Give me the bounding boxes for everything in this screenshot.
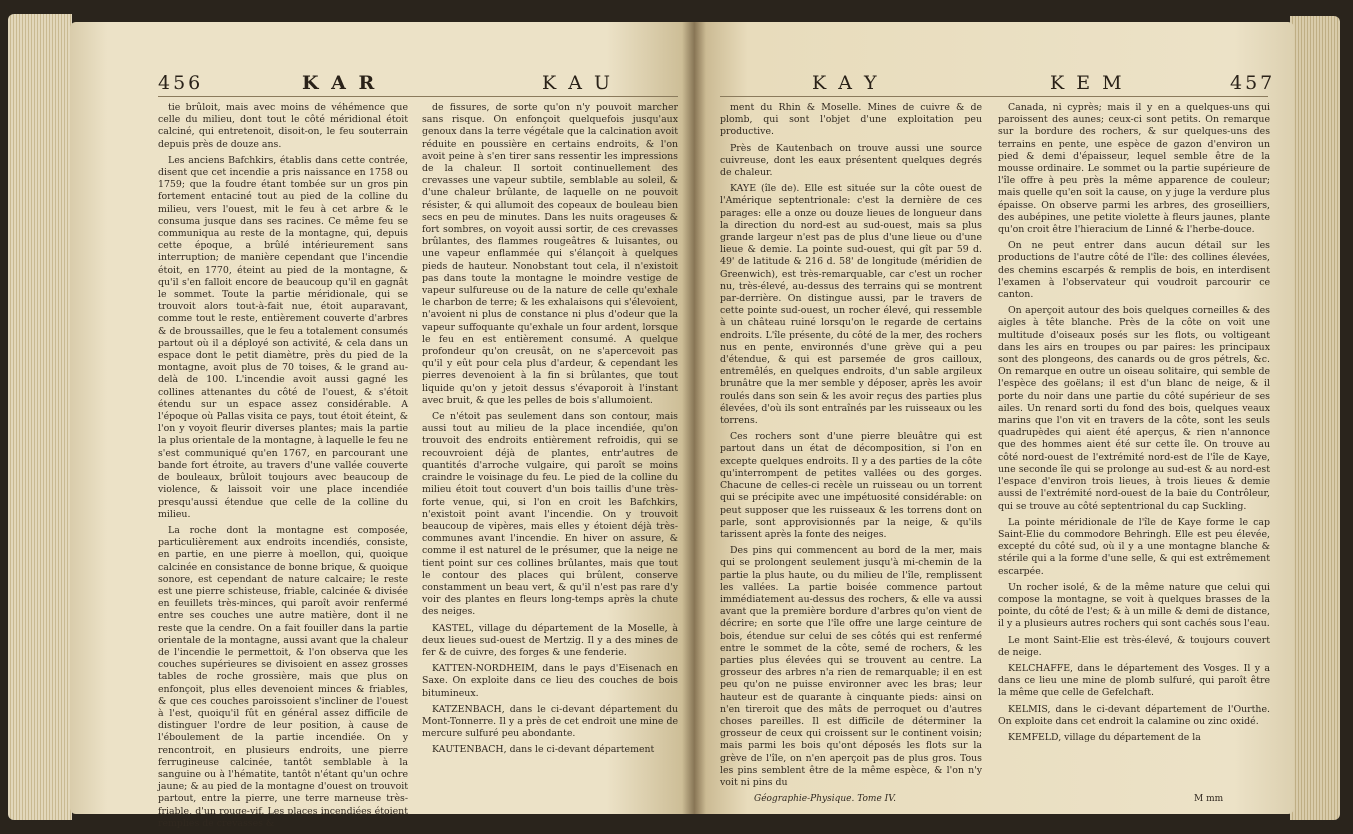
right-page bbox=[694, 22, 1294, 814]
entry-kelmis: KELMIS, dans le ci-devant département de l'Ourthe. On exploite dans cet endroit la calamine ou zinc oxidé. bbox=[998, 703, 1270, 727]
running-head-left-b: K A U bbox=[542, 72, 614, 94]
paragraph: Des pins qui commencent au bord de la mer, mais qui se prolongent seulement jusqu'à mi-chemin de la partie la plus haute, ou du milieu de l'île, remplissent les vallées. La partie boisée commence partout immédiatement au-dessus des rochers, & elle va aussi avant que la première bordure d'arbres qu'on vient de décrire; en sorte que l'île offre une large ceinture de bois, étendue sur celui de ses côtés qui est renfermé entre le sommet de la côte, semé de rochers, & les parties plus élevées qui se trouvent au centre. La grosseur des arbres n'a rien de remarquable; il en est peu qu'on ne puisse environner avec les bras; leur hauteur est de quarante à cinquante pieds: ainsi on n'en tireroit que des mâts de perroquet ou d'autres choses pareilles. Il est difficile de déterminer la grosseur de ceux qui croissent sur le continent voisin; mais parmi les bois qu'ont déposés les flots sur la grève de l'île, on n'en aperçoit pas de plus gros. Tous les pins semblent être de la même espèce, & l'on n'y voit ni pins du bbox=[720, 545, 982, 788]
left-column-1 bbox=[158, 102, 408, 834]
paragraph: Près de Kautenbach on trouve aussi une source cuivreuse, dont les eaux présentent quelques degrés de chaleur. bbox=[720, 142, 982, 179]
paragraph: Le mont Saint-Elie est très-élevé, & toujours couvert de neige. bbox=[998, 634, 1270, 658]
book-gutter bbox=[682, 22, 706, 814]
paragraph: Les anciens Bafchkirs, établis dans cette contrée, disent que cet incendie a pris naissance en 1758 ou 1759; que la foudre étant tombée sur un gros pin fortement entaciné tout au pied de la colline du milieu, vers l'ouest, mit le feu à cet arbre & le consuma jusque dans ses racines. Ce même feu se communiqua au reste de la montagne, qui, depuis cette époque, a brûlé intérieurement sans interruption; de manière cependant que l'incendie étoit, en 1770, éteint au pied de la montagne, & qu'il s'en falloit encore de beaucoup qu'il en gagnât le sommet. Toute la partie méridionale, qui se trouvoit alors tout-à-fait nue, étoit auparavant, comme tout le reste, entièrement couverte d'arbres & de broussailles, que le feu a totalement consumés partout où il a déployé son activité, & cela dans un espace dont le petit diamètre, près du pied de la montagne, avoit plus de 70 toises, & le grand au-delà de 100. L'incendie avoit aussi gagné les collines attenantes du côté de l'ouest, & s'étoit étendu sur un espace assez considérable. A l'époque où Pallas visita ce pays, tout étoit éteint, & l'on y voyoit fleurir diverses plantes; mais la partie la plus orientale de la montagne, à laquelle le feu ne s'est communiqué qu'en 1767, en parcourant une bande fort étroite, au travers d'une vallée couverte de bouleaux, brûloit toujours avec beaucoup de violence, & laissoit voir une place incendiée presqu'aussi étendue que celle de la colline du milieu. bbox=[158, 154, 408, 520]
paragraph: de fissures, de sorte qu'on n'y pouvoit marcher sans risque. On enfonçoit quelquefois jusqu'aux genoux dans la terre végétale que la calcination avoit réduite en poussière en certains endroits, & l'on avoit peine à s'en tirer sans ressentir les impressions de la chaleur. Il sortoit continuellement des crevasses une vapeur subtile, semblable au soleil, & d'une chaleur brûlante, de laquelle on ne pouvoit résister, & qui allumoit des copeaux de bouleau bien secs en peu de minutes. Dans les nuits orageuses & fort sombres, on voyoit aussi sortir, de ces crevasses brûlantes, des flammes rougeâtres & luisantes, ou une vapeur enflammée qui s'élançoit à quelques pieds de hauteur. Nonobstant tout cela, il n'existoit pas dans toute la montagne le moindre vestige de vapeur sulfureuse ou de la nature de celle qu'exhale le charbon de terre; & les exhalaisons qui s'élevoient, n'avoient ni plus de constance ni plus d'odeur que la vapeur suffoquante qu'exhale un four ardent, lorsque le feu en est entièrement consumé. A quelque profondeur qu'on creusât, on ne s'apercevoit pas qu'il y eût pour cela plus d'ardeur, & cependant les pierres devenoient à la fin si brûlantes, que tout liquide qu'on y jetoit dessus s'évaporoit à l'instant avec bruit, & que les pelles de bois s'allumoient. bbox=[422, 102, 678, 406]
paragraph: La pointe méridionale de l'île de Kaye forme le cap Saint-Elie du commodore Behringh. Elle est peu élevée, excepté du côté sud, où il y a une montagne blanche & stérile qui a la forme d'une selle, & qui est extrêmement escarpée. bbox=[998, 516, 1270, 577]
entry-katten-nordheim: KATTEN-NORDHEIM, dans le pays d'Eisenach en Saxe. On exploite dans ce lieu des couches de bois bitumineux. bbox=[422, 663, 678, 699]
left-page bbox=[70, 22, 694, 829]
paragraph: ment du Rhin & Moselle. Mines de cuivre & de plomb, qui sont l'objet d'une exploitation peu productive. bbox=[720, 102, 982, 138]
footer-title: Géographie-Physique. Tome IV. bbox=[754, 794, 896, 804]
header-rule-left bbox=[158, 96, 678, 97]
book-edge-left bbox=[8, 14, 72, 820]
running-head-right-a: K A Y bbox=[812, 72, 880, 94]
page-number-right: 457 bbox=[1230, 72, 1276, 94]
paragraph: On ne peut entrer dans aucun détail sur les productions de l'autre côté de l'île: des collines élevées, des chemins escarpés & remplis de bois, en interdisent l'examen à l'observateur qui voudroit parcourir ce canton. bbox=[998, 240, 1270, 301]
paragraph: tie brûloit, mais avec moins de véhémence que celle du milieu, dont tout le côté méridional étoit calciné, qui entretenoit, disoit-on, le feu souterrain depuis près de douze ans. bbox=[158, 102, 408, 150]
entry-katzenbach: KATZENBACH, dans le ci-devant département du Mont-Tonnerre. Il y a près de cet endroit une mine de mercure sulfuré peu abondante. bbox=[422, 703, 678, 740]
running-head-right-b: K E M bbox=[1050, 72, 1125, 94]
entry-kelchaffe: KELCHAFFE, dans le département des Vosges. Il y a dans ce lieu une mine de plomb sulfuré, qui paroît être la même que celle de Gefelchaft. bbox=[998, 662, 1270, 699]
entry-kastel: KASTEL, village du département de la Moselle, à deux lieues sud-ouest de Mertzig. Il y a des mines de fer & de cuivre, des forges & une fenderie. bbox=[422, 622, 678, 658]
header-rule-right bbox=[720, 96, 1268, 97]
paragraph: On aperçoit autour des bois quelques corneilles & des aigles à tête blanche. Près de la côte on voit une multitude d'oiseaux posés sur les flots, ou voltigeant dans les airs en troupes ou par paires: les principaux sont des plongeons, des canards ou de gros pétrels, &c. On remarque en outre un oiseau solitaire, qui semble de l'espèce des goëlans; il est d'un blanc de neige, & il porte du noir dans une partie du côté supérieur de ses ailes. Un renard sorti du fond des bois, quelques veaux marins que l'on vit en travers de la côte, sont les seuls quadrupèdes qui aient été aperçus, & rien n'annonce que des hommes aient été sur cette île. On trouve au côté nord-ouest de l'extrémité nord-est de l'île de Kaye, une seconde île qui se prolonge au sud-est & au nord-est l'espace d'environ trois lieues, à trois lieues & demie aussi de l'extrémité nord-ouest de la baie du Contrôleur, qui se trouve au côté septentrional du cap Suckling. bbox=[998, 305, 1270, 512]
paragraph: Un rocher isolé, & de la même nature que celui qui compose la montagne, se voit à quelques brasses de la pointe, du côté de l'est; & à un mille & demi de distance, il y a plusieurs autres rochers qui sont cachés sous l'eau. bbox=[998, 581, 1270, 630]
entry-kautenbach: KAUTENBACH, dans le ci-devant département bbox=[432, 744, 655, 756]
paragraph: Ce n'étoit pas seulement dans son contour, mais aussi tout au milieu de la place incendiée, qu'on trouvoit des endroits entièrement refroidis, qui se recouvroient déjà de plantes, entr'autres de quantités d'arroche vulgaire, qui paroît se moins craindre le voisinage du feu. Le pied de la colline du milieu étoit tout couvert d'un bois taillis d'une très-forte venue, qui, si l'on en croit les Bafchkirs, n'existoit point avant l'incendie. On y trouvoit beaucoup de vipères, mais elles y étoient déjà très-communes avant l'incendie. En hiver on assure, & comme il est naturel de le présumer, que la neige ne tient point sur ces collines brûlantes, mais que tout le contour des places qui brûlent, conserve constamment un beau vert, & qu'il n'est pas rare d'y voir des plantes en fleurs long-temps après la chute des neiges. bbox=[422, 411, 678, 618]
running-head-left-a: K A R bbox=[302, 72, 378, 94]
paragraph: Canada, ni cyprès; mais il y en a quelques-uns qui paroissent des aunes; ceux-ci sont petits. On remarque sur la bordure des rochers, & sur quelques-uns des terrains en pente, une espèce de gazon d'environ un pied & demi d'épaisseur, lequel semble être de la mousse ordinaire. Le sommet ou la partie supérieure de l'île offre à peu près la même apparence de couleur; mais quelle qu'en soit la cause, on y juge la verdure plus épaisse. On observe parmi les arbres, des groseilliers, des aubépines, une petite violette à fleurs jaunes, plante qu'on croit être l'hieracium de Linné & l'herbe-douce. bbox=[998, 102, 1270, 236]
paragraph: Ces rochers sont d'une pierre bleuâtre qui est partout dans un état de décomposition, si l'on en excepte quelques endroits. Il y a des parties de la côte qu'interrompent de petites vallées ou des gorges. Chacune de celles-ci recèle un ruisseau ou un torrent qui se précipite avec une impétuosité considérable: on peut supposer que les ruisseaux & les torrens dont on parle, sont approvisionnés par la neige, & qu'ils tarissent après la fonte des neiges. bbox=[720, 431, 982, 540]
entry-kaye: KAYE (île de). Elle est située sur la côte ouest de l'Amérique septentrionale: c'est la dernière de ces parages: elle a onze ou douze lieues de longueur dans la direction du nord-est au sud-ouest, mais sa plus grande largeur n'est pas de plus d'une lieue ou d'une lieue & demie. La pointe sud-ouest, qui gît par 59 d. 49' de latitude & 216 d. 58' de longitude (méridien de Greenwich), est très-remarquable, car c'est un rocher nu, très-élevé, au-dessus des terrains qui se montrent par-derrière. On distingue aussi, par le travers de cette pointe sud-ouest, un rocher élevé, qui ressemble à un château ruiné lorsqu'on le regarde de certains endroits. L'île présente, du côté de la mer, des rochers nus en pente, environnés d'une grève qui a peu d'étendue, & qui est parsemée de gros cailloux, entremêlés, en quelques endroits, d'un sable argileux brunâtre que la mer semble y déposer, après les avoir roulés dans son sein & les avoir reçus des parties plus élevées, d'où ils sont entraînés par les ruisseaux ou les torrens. bbox=[720, 183, 982, 427]
signature-mark: M mm bbox=[1194, 794, 1224, 804]
right-column-2 bbox=[998, 102, 1270, 748]
right-column-1 bbox=[720, 102, 982, 793]
book-edge-right bbox=[1290, 16, 1340, 820]
paragraph: La roche dont la montagne est composée, particulièrement aux endroits incendiés, consiste, en partie, en une pierre à moellon, qui, quoique calcinée en consistance de bonne brique, & quoique sonore, est cependant de nature calcaire; le reste est une pierre schisteuse, friable, calcinée & divisée en feuillets très-minces, qui paroît avoir renfermé entre ses couches une autre matière, dont il ne reste que la cendre. On a fait fouiller dans la partie orientale de la montagne, aussi avant que la chaleur de l'incendie le permettoit, & l'on observa que les couches supérieures se divisoient en assez grosses tables de roche grossière, mais que plus on enfonçoit, plus elles devenoient minces & friables, & que ces couches paroissoient s'incliner de l'ouest à l'est, quoiqu'il fût en général assez difficile de distinguer l'ordre de leur position, à cause de l'éboulement de la partie incendiée. On y rencontroit, en plusieurs endroits, une pierre ferrugineuse calcinée, tantôt semblable à la sanguine ou à l'hématite, tantôt n'étant qu'un ochre jaune; & au pied de la montagne d'ouest on trouvoit partout, entre la pierre, une terre marneuse très-friable, d'un rouge-vif. Les places incendiées étoient remplies de crevasses & bbox=[158, 524, 408, 829]
page-number-left: 456 bbox=[158, 72, 204, 94]
entry-kemfeld: KEMFELD, village du département de la bbox=[1008, 731, 1201, 743]
left-column-2 bbox=[422, 102, 678, 761]
